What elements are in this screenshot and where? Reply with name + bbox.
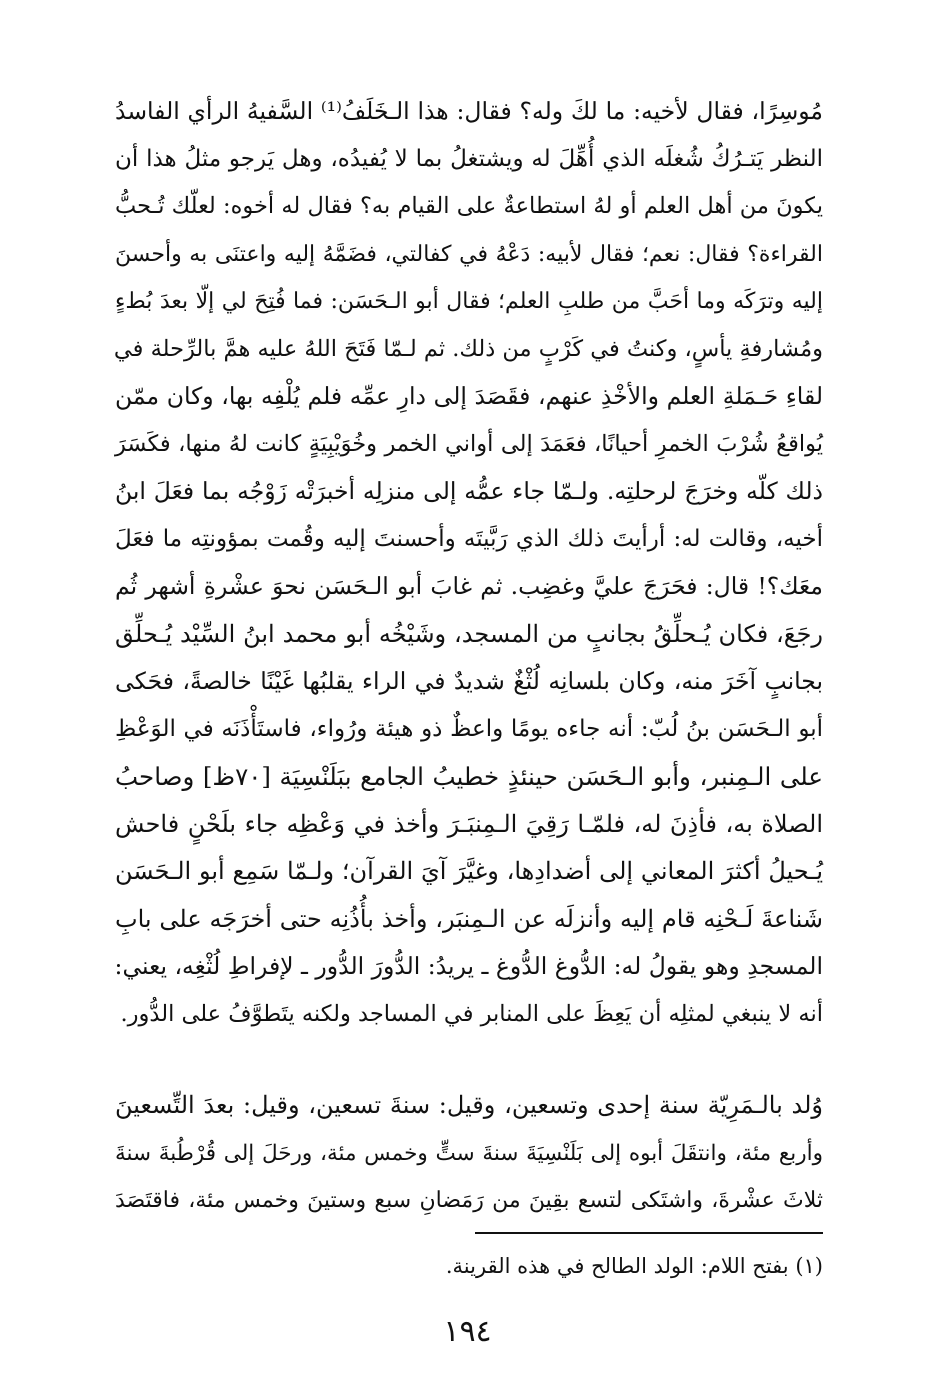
text-line: أنه لا ينبغي لمثلِه أن يَعِظَ على المنابر في المساجد ولكنه يتَطوَّفُ على الدُّور. (120, 1000, 823, 1027)
text-line: معَك؟! قال: فحَرَجَ عليَّ وغضِب. ثم غابَ أبو الـحَسَن نحوَ عشْرةِ أشهر ثُم (115, 572, 823, 600)
text-line: بجانبٍ آخَرَ منه، وكان بلسانِه لُثْغٌ شديدٌ في الراء يقلبُها غَيْنًا خالصةً، فحَكى (115, 667, 823, 695)
text-line: إليه وترَكَه وما أحَبَّ من طلبِ العلم؛ فقال أبو الـحَسَن: فما فُتِحَ لي إلّا بعدَ بُطءٍ (115, 289, 823, 314)
text-line: وُلد بالـمَرِيّة سنة إحدى وتسعين، وقيل: سنةَ تسعين، وقيل: بعدَ التِّسعينَ (115, 1091, 823, 1119)
text-line: المسجدِ وهو يقولُ له: الدُّوغ الدُّوغ ـ يريدُ: الدُّورَ الدُّور ـ لإفراطِ لُثْغِه، يعني: (114, 952, 823, 980)
text-line: يُـحيلُ أكثرَ المعاني إلى أضدادِها، وغيَّرَ آيَ القرآن؛ ولـمّا سَمِع أبو الـحَسَن (115, 857, 823, 885)
text-line: رجَعَ، فكان يُـحلِّقُ بجانبٍ من المسجد، وشَيْخُه أبو محمد ابنُ السِّيْد يُـحلِّق (115, 619, 823, 648)
text-line: لقاءِ حَـمَلةِ العلم والأخْذِ عنهم، فقَصَدَ إلى دارِ عمِّه فلم يُلْفِه بها، وكان ممّن (115, 382, 823, 410)
text-line: ومُشارفةِ يأسٍ، وكنتُ في كَرْبٍ من ذلك. ثم لـمّا فَتَحَ اللهُ عليه همَّ بالرِّحلة في (113, 335, 823, 362)
text-line: وأربع مئة، وانتقَلَ أبوه إلى بَلَنْسِيَةَ سنةَ ستٍّ وخمس مئة، ورحَلَ إلى قُرْطُبةَ سنةَ (115, 1140, 823, 1166)
page-number: ١٩٤ (443, 1314, 492, 1349)
text-line: الصلاة به، فأذِنَ له، فلمّـا رَقِيَ الـمِنبَـرَ وأخذ في وَعْظِه جاء بلَحْنٍ فاحش (115, 809, 823, 838)
second-paragraph (115, 1082, 823, 1225)
text-line: يكونَ من أهل العلم أو لهُ استطاعةٌ على القيام به؟ فقال له أخوه: لعلّك تُـحبُّ (115, 193, 823, 219)
footnote: (١) بفتح اللام: الولد الطالح في هذه القرينة. (445, 1254, 823, 1278)
text-line: القراءة؟ فقال: نعم؛ فقال لأبيه: دَعْهُ في كفالتي، فضَمَّهُ إليه واعتنَى به وأحسنَ (115, 241, 823, 267)
text-line: أخيه، وقالت له: أرأيتَ ذلك الذي رَبَّيتَه وأحسنتَ إليه وقُمت بمؤونتِه ما فعَلَ (115, 525, 823, 552)
text-line: أبو الـحَسَن بنُ لُبّ: أنه جاءه يومًا واعظٌ ذو هيئة ورُواء، فاستَأْذَنَه في الوَعْظِ (115, 715, 823, 742)
footnote-divider (475, 1232, 823, 1234)
text-line: شَناعةَ لَـحْنِه قام إليه وأنزلَه عن الـمِنبَر، وأخذ بأُذُنِه حتى أخرَجَه على بابِ (115, 904, 823, 933)
text-line: النظر يَتـرُكُ شُغلَه الذي أُهِّلَ له ويشتغلُ بما لا يُفيدُه، وهل يَرجو مثلُ هذا أن (115, 145, 823, 172)
text-line: ذلك كلّه وخرَجَ لرحلتِه. ولـمّا جاء عمُّه إلى منزلِه أخبرَتْه زَوْجُه بما فعَلَ ابنُ (115, 477, 823, 505)
text-line: مُوسِرًا، فقال لأخيه: ما لكَ وله؟ فقال: هذا الـخَلَفُ⁽¹⁾ السَّفيهُ الرأي الفاسدُ (115, 97, 823, 125)
text-line: ثلاثَ عشْرةَ، واشتَكى لتسع بقِينَ من رَمَضانِ سبع وستينَ وخمس مئة، فاقتَصَدَ (115, 1188, 823, 1213)
text-line: على الـمِنبر، وأبو الـحَسَن حينئذٍ خطيبُ الجامع ببَلَنْسِيَة [٧٠ظ] وصاحبُ (115, 762, 823, 791)
text-line: يُواقعُ شُرْبَ الخمرِ أحيانًا، فعَمَدَ إلى أواني الخمر وخُوَيْبِيَةٍ كانت لهُ منها، فكَسَرَ (115, 430, 823, 457)
main-paragraph (115, 88, 823, 1038)
